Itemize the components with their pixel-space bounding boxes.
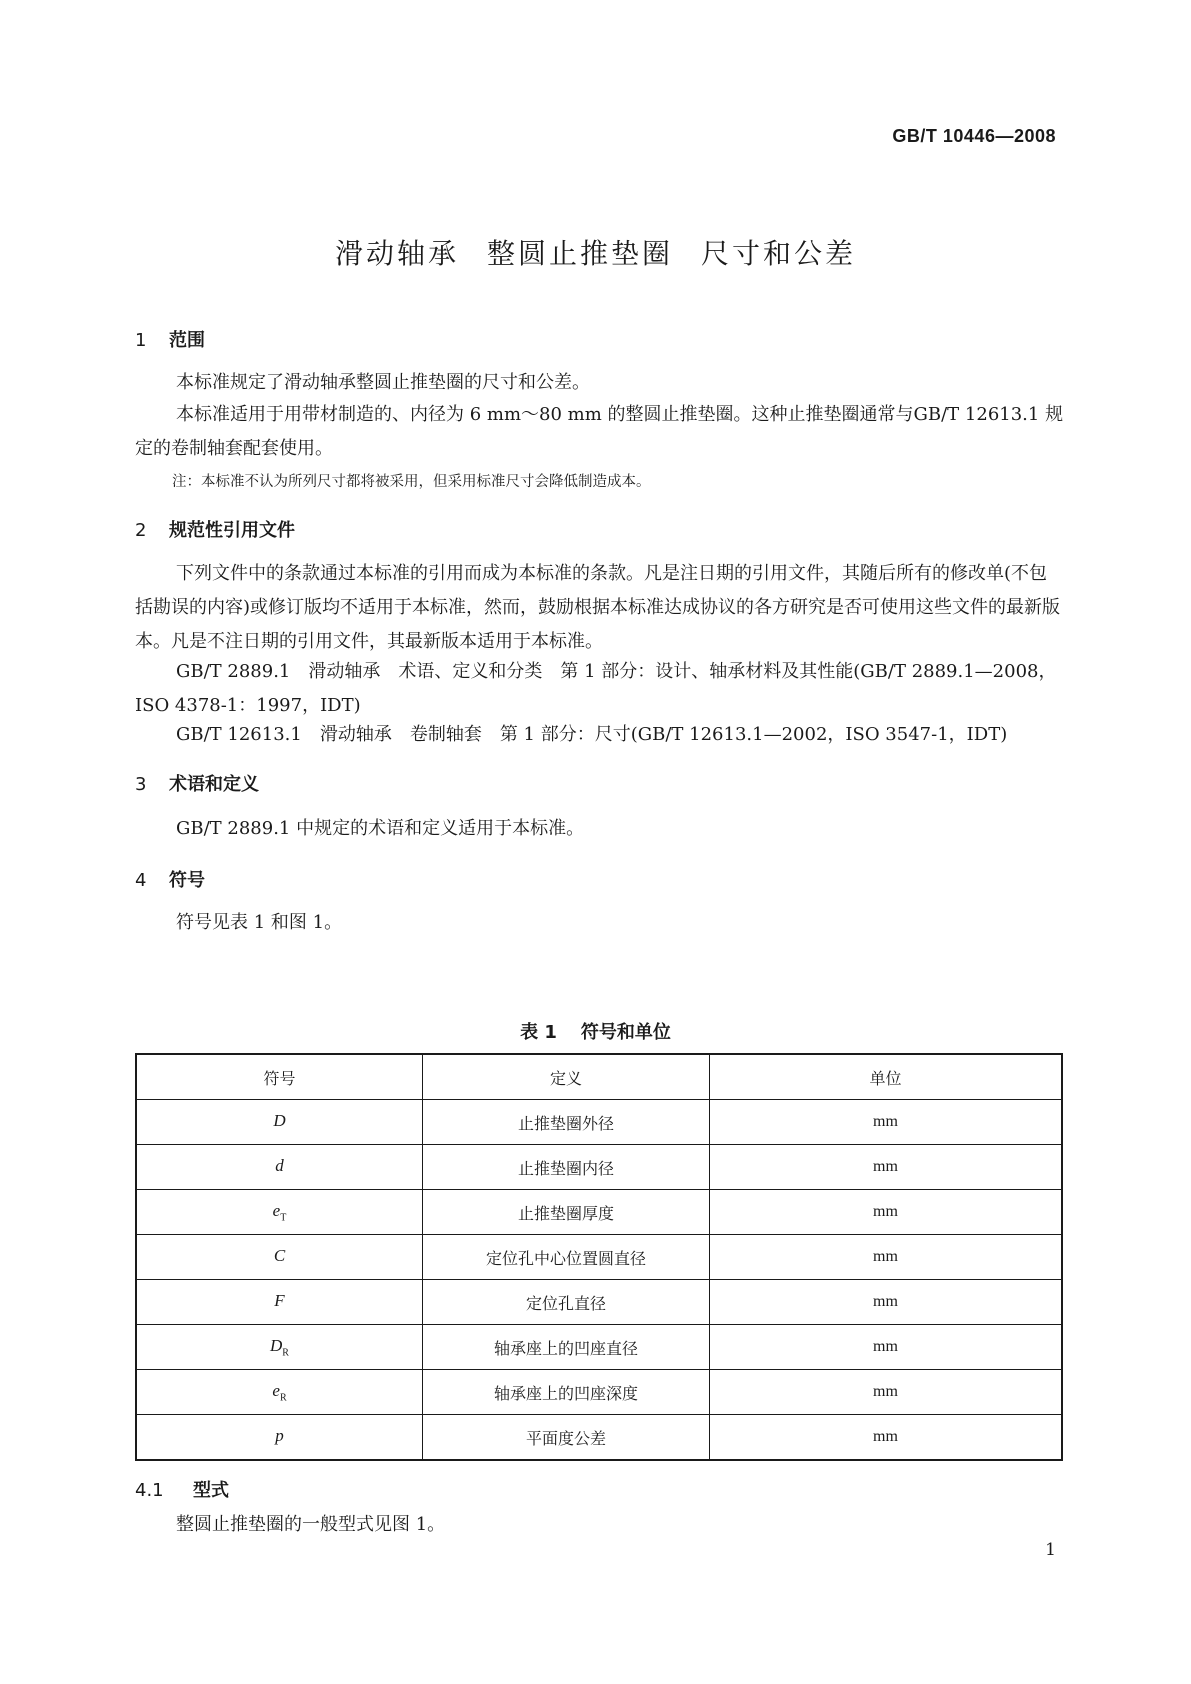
unit-cell: mm xyxy=(710,1145,1063,1190)
table-row xyxy=(136,1235,1062,1280)
document-title xyxy=(0,232,1191,272)
symbol: d xyxy=(275,1155,284,1175)
symbol: p xyxy=(275,1425,284,1445)
definition-cell: 止推垫圈厚度 xyxy=(423,1190,710,1235)
symbol-subscript: R xyxy=(282,1347,289,1359)
symbol-cell xyxy=(136,1190,423,1235)
section-title: 型式 xyxy=(193,1480,229,1501)
symbol: D xyxy=(270,1335,283,1355)
definition-cell: 平面度公差 xyxy=(423,1415,710,1461)
unit-cell: mm xyxy=(710,1190,1063,1235)
symbol-cell xyxy=(136,1325,423,1370)
unit-cell: mm xyxy=(710,1235,1063,1280)
symbols-table xyxy=(135,1053,1063,1461)
definition-cell: 轴承座上的凹座深度 xyxy=(423,1370,710,1415)
section-4-1-paragraph-1: 整圆止推垫圈的一般型式见图 1。 xyxy=(176,1514,446,1535)
unit-cell: mm xyxy=(710,1325,1063,1370)
section-title: 符号 xyxy=(169,870,205,891)
section-1-heading xyxy=(135,326,205,352)
section-3-paragraph-1: GB/T 2889.1 中规定的术语和定义适用于本标准。 xyxy=(176,818,585,839)
section-4-heading xyxy=(135,866,205,892)
section-1-note: 注：本标准不认为所列尺寸都将被采用，但采用标准尺寸会降低制造成本。 xyxy=(172,474,651,490)
section-number: 1 xyxy=(135,330,147,351)
symbol-cell xyxy=(136,1235,423,1280)
symbol-cell xyxy=(136,1370,423,1415)
title-part-3: 尺寸和公差 xyxy=(701,237,857,270)
table-row xyxy=(136,1325,1062,1370)
symbol: C xyxy=(273,1245,286,1265)
definition-cell: 定位孔直径 xyxy=(423,1280,710,1325)
section-number: 2 xyxy=(135,520,147,541)
definition-cell: 止推垫圈内径 xyxy=(423,1145,710,1190)
symbol-cell xyxy=(136,1145,423,1190)
symbol-cell xyxy=(136,1415,423,1461)
section-number: 4.1 xyxy=(135,1480,164,1501)
symbol-subscript: R xyxy=(279,1392,287,1404)
table-header-row xyxy=(136,1054,1062,1100)
table-row xyxy=(136,1280,1062,1325)
standard-number: GB/T 10446—2008 xyxy=(892,126,1056,146)
symbol: e xyxy=(272,1380,280,1400)
unit-cell: mm xyxy=(710,1370,1063,1415)
table-caption-number: 表 1 xyxy=(520,1022,557,1043)
table-row xyxy=(136,1370,1062,1415)
table-row xyxy=(136,1145,1062,1190)
table-header-cell: 定义 xyxy=(423,1054,710,1100)
symbol-subscript: T xyxy=(280,1212,287,1224)
definition-cell: 轴承座上的凹座直径 xyxy=(423,1325,710,1370)
symbol-cell xyxy=(136,1100,423,1145)
symbol: e xyxy=(272,1200,281,1220)
reference-1: GB/T 2889.1 滑动轴承 术语、定义和分类 第 1 部分：设计、轴承材料及其性能(GB/T 2889.1—2008，ISO 4378-1：1997，IDT) xyxy=(135,661,1057,716)
section-number: 3 xyxy=(135,774,147,795)
section-4-1-heading xyxy=(135,1476,229,1502)
section-1-paragraph-1: 本标准规定了滑动轴承整圆止推垫圈的尺寸和公差。 xyxy=(176,372,590,393)
definition-cell: 止推垫圈外径 xyxy=(423,1100,710,1145)
unit-cell: mm xyxy=(710,1280,1063,1325)
section-title: 术语和定义 xyxy=(169,774,259,795)
title-part-2: 整圆止推垫圈 xyxy=(486,237,673,270)
table-row xyxy=(136,1415,1062,1461)
section-2-paragraph-1: 下列文件中的条款通过本标准的引用而成为本标准的条款。凡是注日期的引用文件，其随后所有的修改单(不包括勘误的内容)或修订版均不适用于本标准，然而，鼓励根据本标准达成协议的各方研究是否可使用这些文件的最新版本。凡是不注日期的引用文件，其最新版本适用于本标准。 xyxy=(135,563,1061,652)
section-title: 规范性引用文件 xyxy=(169,520,295,541)
table-row xyxy=(136,1100,1062,1145)
table-row xyxy=(136,1190,1062,1235)
symbol-cell xyxy=(136,1280,423,1325)
table-header-cell: 符号 xyxy=(136,1054,423,1100)
table-caption-title: 符号和单位 xyxy=(580,1022,671,1043)
title-part-1: 滑动轴承 xyxy=(334,237,459,270)
unit-cell: mm xyxy=(710,1100,1063,1145)
section-3-heading xyxy=(135,770,259,796)
table-header-cell: 单位 xyxy=(710,1054,1063,1100)
section-1-paragraph-2: 本标准适用于用带材制造的、内径为 6 mm～80 mm 的整圆止推垫圈。这种止推垫圈通常与GB/T 12613.1 规定的卷制轴套配套使用。 xyxy=(135,404,1064,459)
definition-cell: 定位孔中心位置圆直径 xyxy=(423,1235,710,1280)
section-number: 4 xyxy=(135,870,147,891)
symbol: F xyxy=(274,1290,285,1310)
reference-2: GB/T 12613.1 滑动轴承 卷制轴套 第 1 部分：尺寸(GB/T 12613.1—2002，ISO 3547-1，IDT) xyxy=(176,724,1008,745)
section-2-heading xyxy=(135,516,295,542)
section-title: 范围 xyxy=(169,330,205,351)
table-caption xyxy=(0,1018,1191,1044)
page-number: 1 xyxy=(1045,1540,1056,1560)
unit-cell: mm xyxy=(710,1415,1063,1461)
symbol: D xyxy=(273,1110,286,1130)
section-4-paragraph-1: 符号见表 1 和图 1。 xyxy=(176,912,343,933)
